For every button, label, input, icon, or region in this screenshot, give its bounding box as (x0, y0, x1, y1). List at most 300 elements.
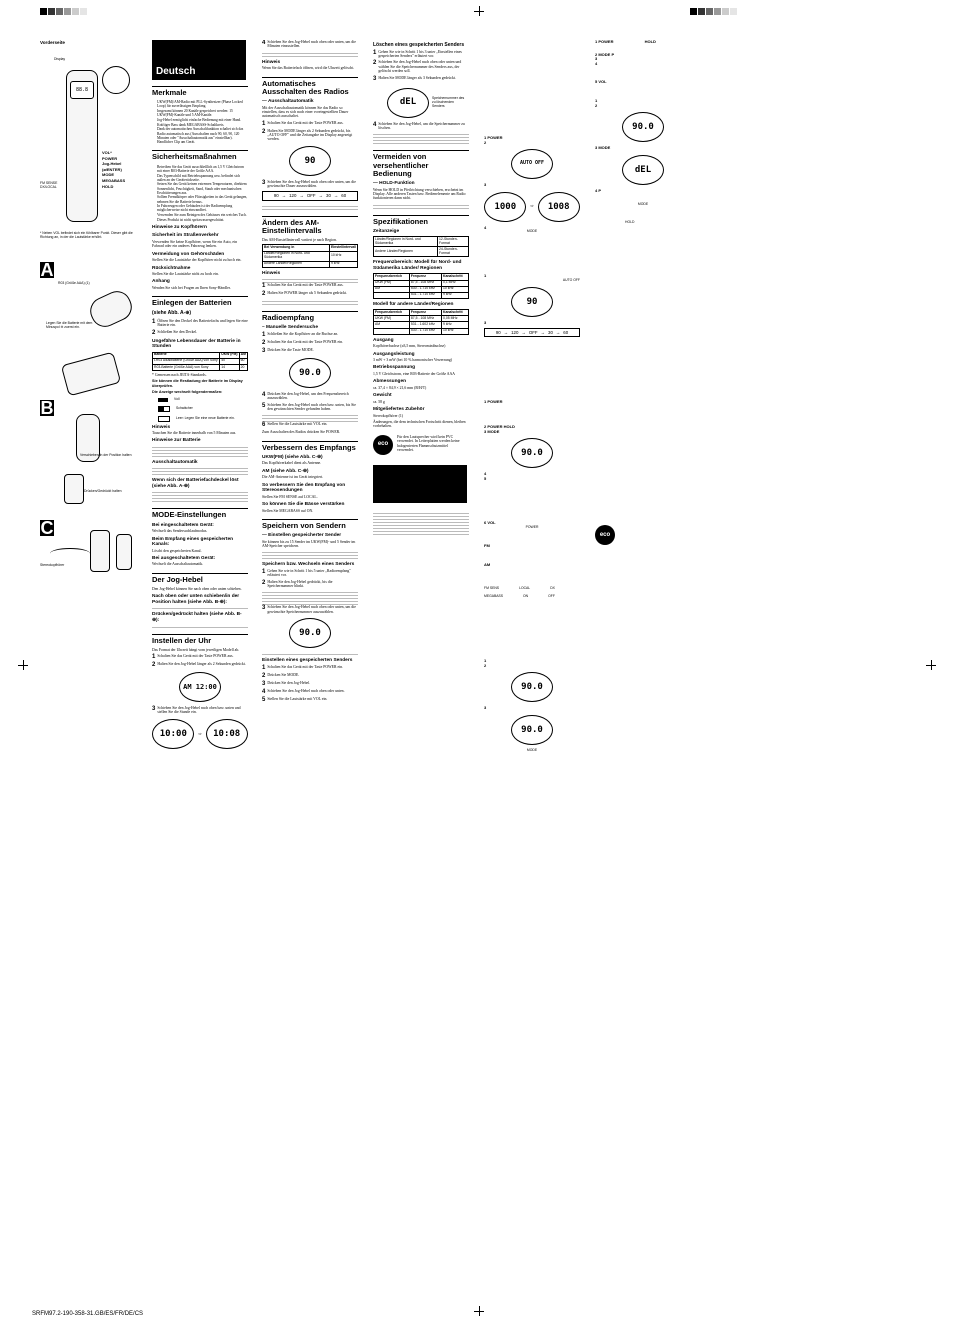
illustration-column (40, 40, 140, 1290)
am-hinweis-heading: Hinweis (262, 270, 281, 276)
step-text: Schieben Sie den Jog-Hebel nach oben oder unten. (267, 688, 345, 693)
dx-word: DX (550, 586, 555, 591)
c6-step-6: 1 (595, 97, 598, 103)
step-text: Gehen Sie wie in Schritt 1 bis 3 unter „Einstellen eines gespeicherten Senders" erläutert vor. (378, 49, 462, 59)
step-text: Schalten Sie das Gerät mit der Taste POWER aus. (267, 283, 344, 288)
p-word: P (611, 51, 615, 57)
table-cell: 530 - 1.710 kHz (409, 328, 441, 334)
headphone-radio-illustration (90, 530, 110, 572)
list-item: • Das Typenschild mit Betriebsspannung usw. befindet sich außen an der Geräterückseite. (157, 174, 248, 182)
step-text: Schieben Sie den Jog-Hebel nach oben bzw. unten und stellen Sie die Stunde ein. (157, 706, 241, 715)
timer-value: 90 (495, 330, 501, 336)
step-text: Drücken Sie die Taste MODE. (267, 347, 314, 352)
table-header: Bei Verwendung in (263, 245, 330, 251)
c6-step-2: 2 MODE P (595, 51, 615, 57)
am-intervall-text: Das AM-Einstellintervall variiert je nach Region. (262, 238, 337, 243)
hold-word: HOLD (644, 40, 656, 44)
gewicht-heading: Gewicht (373, 393, 392, 399)
step-text: Schieben Sie den Jog-Hebel nach oben oder unten, um die gewünschte Speichernummer auszuwählen. (267, 605, 356, 614)
sp-step-3: 3 Schieben Sie den Jog-Hebel nach oben oder unten, um die gewünschte Speichernummer auszuwählen. (262, 605, 358, 614)
step-number: 3 (484, 428, 487, 434)
l-step-3: 3 Halten Sie MODE länger als 3 Sekunden gedrückt. (373, 75, 456, 82)
column-deutsch-1 (152, 40, 248, 1290)
heading-hinweis: Hinweis (152, 424, 171, 430)
lcd-preset-c: 90.0 (511, 715, 553, 745)
mode-1-text: Wechselt das Sendersuchlaufmodus. (152, 529, 208, 534)
heading-spezifikationen: Spezifikationen (373, 215, 469, 226)
table-cell: UKW (FM) (374, 280, 410, 286)
list-item: • Kräftiger Bass dank MEGABASS-Schaltkreis. (157, 123, 248, 127)
crop-mark-left (18, 660, 28, 670)
heading-deckel: Wenn sich der Batteriefachdeckel löst (siehe Abb. A-⊕) (152, 478, 239, 489)
fm-sense-row (484, 587, 580, 591)
battery-level-full (158, 398, 248, 402)
timer-value: 30 (548, 330, 553, 336)
display-label: Display (54, 57, 66, 61)
table-header: UKW (FM) (221, 352, 238, 357)
step-text: Schieben Sie den Jog-Hebel nach oben oder unten, um die Minuten einzustellen. (267, 40, 356, 49)
label-hold: HOLD (102, 183, 114, 189)
frequenz-heading: Frequenzbereich: Modell für Nord- und Südamerika Länder/ Regionen (373, 260, 462, 271)
mode-word: MODE (526, 229, 538, 234)
uhr-step-4: 4 Schieben Sie den Jog-Hebel nach oben oder unten, um die Minuten einzustellen. (262, 40, 358, 49)
uhr-step-1: 1 Schalten Sie das Gerät mit der Taste POWER aus. (152, 654, 234, 661)
step-text: Halten Sie den Jog-Hebel gedrückt, bis die Speichernummer blinkt. (267, 579, 333, 589)
merkmale-list (152, 100, 248, 144)
mode-3-heading: Bei ausgeschaltetem Gerät: (152, 555, 216, 561)
l-step-2: 2 Schieben Sie den Jog-Hebel nach oben oder unten und wählen Sie die Speichernummer des Senders aus, der gelöscht werden soll. (373, 60, 469, 73)
c5-step-9 (484, 430, 580, 435)
table-header: Frequenz (409, 310, 441, 316)
list-item: • Handlicher Clip am Gerät. (157, 140, 248, 144)
table-row (374, 328, 469, 334)
table-row (263, 261, 358, 267)
step-text: Halten Sie MODE länger als 2 Sekunden gedrückt, bis „AUTO OFF" und die Zeitangabe im Display angezeigt werden. (267, 128, 353, 142)
zubehoer-heading: Mitgeliefertes Zubehör (373, 407, 425, 413)
radio-end-text: Zum Ausschalten des Radios drücken Sie POWER. (262, 430, 341, 435)
step-text: Stellen Sie die Lautstärke mit VOL ein. (267, 696, 328, 701)
step-text: Schieben Sie den Jog-Hebel nach oben bzw. unten, bis Sie den gewünschten Sender gefunden haben. (267, 402, 356, 411)
einstellen-heading: Einstellen eines gespeicherten Senders (262, 658, 353, 664)
frequenz2-heading: Modell für andere Länder/Regionen (373, 301, 454, 307)
table-cell: AM (374, 322, 410, 328)
table-cell: 10 kHz (442, 328, 469, 334)
battery-level-label: Schwächer (176, 405, 193, 410)
ausgang-heading: Ausgang (373, 337, 394, 343)
radioempfang-subtitle: – Manuelle Sendersuche (262, 325, 318, 331)
ein-step-5: 5 Stellen Sie die Lautstärke mit VOL ein. (262, 696, 328, 703)
list-item: • Sollten Fremdkörper oder Flüssigkeiten in das Gerät gelangen, nehmen Sie die Batterie heraus. (157, 195, 248, 203)
timer-value: 60 (563, 330, 569, 336)
stereo-heading: So verbessern Sie den Empfang von Stereosendungen (262, 482, 346, 494)
table-cell: 40 (220, 358, 239, 364)
lcd-clock-before: 10:00 (152, 719, 194, 749)
radio-step-1: 1 Schließen Sie die Kopfhörer an die Buchse an. (262, 331, 339, 338)
am-step-1: 1 Schalten Sie das Gerät mit der Taste POWER aus. (262, 283, 344, 290)
figure-c-label: C (40, 518, 54, 538)
local-word: LOCAL (519, 586, 531, 591)
strom-text: 1,5 V Gleichstrom, eine R03-Batterie der Größe AAA (373, 371, 456, 376)
eco-logo-icon: eco (373, 435, 393, 455)
table-cell: 10 kHz (442, 286, 469, 292)
fm-word: FM (484, 542, 490, 548)
headphone-cable-illustration (50, 548, 90, 559)
table-cell: 87,5 - 108 MHz (409, 316, 441, 322)
auto-off-word: AUTO OFF (562, 277, 580, 282)
c5-step-14: 2 (484, 662, 487, 668)
c6-step-9: 4 P (595, 187, 602, 193)
c5-step-10: 4 (484, 471, 487, 477)
uhr-text: Das Format der Uhrzeit hängt vom jeweiligen Modell ab. (152, 647, 240, 652)
list-item: • Jog-Hebel ermöglicht einfache Bedienung mit einer Hand. (157, 118, 248, 122)
mode-word: MODE (598, 145, 611, 151)
mode-word: MODE (487, 428, 500, 434)
step-text: Schalten Sie das Gerät mit der Taste POWER ein. (267, 664, 344, 669)
step-text: Stellen Sie die Lautstärke mit VOL ein. (267, 422, 328, 427)
battery-indicator-sequence (158, 398, 248, 422)
list-item: • Dieses Produkt ist nicht spritzwassergeschützt. (157, 218, 248, 222)
hold-word-c6: HOLD (625, 220, 635, 225)
step-text: Drücken Sie MODE. (267, 672, 300, 677)
step-number: 1 (484, 135, 487, 140)
figure-b-label: B (40, 398, 54, 418)
radio-step-4: 4 Drücken Sie den Jog-Hebel, um den Frequenzbereich auszuwählen. (262, 392, 358, 401)
step-text: Schließen Sie den Deckel. (157, 329, 198, 334)
step-text: Halten Sie MODE länger als 3 Sekunden gedrückt. (378, 75, 456, 80)
batterien-step-2: 2 Schließen Sie den Deckel. (152, 329, 198, 336)
figure-a-battery: R03 (Größe AAA) (1) (58, 281, 90, 285)
table-header: Frequenzbereich (374, 274, 410, 280)
hold-subtitle: — HOLD-Funktion (373, 181, 415, 187)
lcd-clock-after: 10:08 (206, 719, 248, 749)
frequenz-table-other (373, 309, 469, 334)
l-step-1: 1 Gehen Sie wie in Schritt 1 bis 3 unter „Einstellen eines gespeicherten Senders" erläutert vor. (373, 50, 469, 59)
figure-a-label: A (40, 260, 54, 280)
list-item: • Setzen Sie das Gerät keinen extremen Temperaturen, direktem Sonnenlicht, Feuchtigkeit, Sand, Staub oder mechanischen Erschütterungen aus. (157, 182, 248, 194)
timer-value: 30 (326, 193, 331, 199)
list-item: • Dank der automatischen Ausschaltfunktion schaltet sich das Radio automatisch aus (Ausschalten nach 90, 60, 90, 120 Minuten oder "Ausschaltautomatik aus" einstellbar). (157, 127, 248, 139)
radio-step-5: 5 Schieben Sie den Jog-Hebel nach oben bzw. unten, bis Sie den gewünschten Sender gefunden haben. (262, 402, 356, 411)
am-step-2: 2 Halten Sie POWER länger als 5 Sekunden gedrückt. (262, 291, 348, 298)
step-text: Halten Sie den Jog-Hebel länger als 2 Sekunden gedrückt. (157, 662, 246, 667)
table-cell: 24-Stunden-Format (438, 247, 469, 257)
lcd-auto-off: AUTO OFF (511, 149, 553, 179)
c5-step-5: 1 (484, 273, 487, 279)
step-text: Schieben Sie den Jog-Hebel nach oben oder unten, um die gewünschte Dauer auszuwählen. (267, 179, 356, 189)
mode-1-heading: Bei eingeschaltetem Gerät: (152, 522, 214, 528)
megabass-word: MEGABASS (484, 594, 504, 598)
ein-step-2: 2 Drücken Sie MODE. (262, 672, 300, 679)
heading-sicherheit: Sicherheitsmaßnahmen (152, 150, 248, 161)
heading-hinweise-batterien: Hinweise zur Batterie (152, 438, 201, 444)
table-cell: R03-Batterie (Größe AAA) von Sony (153, 364, 220, 370)
table-cell: 531 - 1.602 kHz (409, 322, 441, 328)
eco-section (373, 435, 469, 455)
mode-2-text: Löscht den gespeicherten Kanal. (152, 548, 202, 553)
lcd-auto-off-90-b: 90 (511, 287, 553, 317)
column-deutsch-3 (373, 40, 469, 1290)
language-title-block (373, 465, 467, 503)
batterien-subtitle: (siehe Abb. A-⊕) (152, 309, 192, 316)
lcd-delete: dEL (387, 88, 429, 118)
table-header: Frequenz (409, 274, 441, 280)
frequenz-table-americas (373, 273, 469, 298)
table-header: Kanalschritt (442, 310, 469, 316)
crop-mark-top (474, 6, 484, 16)
hold-word: HOLD (503, 424, 515, 430)
step-text: Schalten Sie das Gerät mit der Taste POWER ein. (267, 339, 344, 344)
table-cell: LR03 Alkalibatterie (Größe AAA) von Sony (153, 358, 220, 364)
heading-kopfhoerer: Hinweise zu Kopfhörern (152, 224, 207, 230)
c5-step-2: 2 (484, 139, 487, 145)
battery-indicator-heading: Die Anzeige wechselt folgendermaßen: (152, 390, 223, 395)
sicherheit-list (152, 165, 248, 222)
fm-sense-word: FM SENS (484, 586, 500, 591)
text-gehoer: Stellen Sie die Lautstärke der Kopfhörer nicht zu hoch ein. (152, 258, 242, 263)
abmessungen-text: ca. 37,4 × 84,9 × 21,6 mm (B/H/T) (373, 385, 427, 390)
speichern-text: Sie können bis zu 15 Sender im UKW(FM)- und 5 Sender im AM-Speicher speichern. (262, 539, 356, 549)
figure-b-hold-text: Verschieben/In der Position halten (80, 453, 132, 457)
table-cell: 9 kHz (329, 261, 357, 267)
c5-step-15: 3 (484, 705, 487, 711)
c5-step-13: 1 (484, 657, 487, 663)
figure-b-press-text: Drücken/Gedrückt halten (84, 489, 122, 493)
c5-step-3: 3 (484, 182, 487, 188)
auto-step-1: 1 Schalten Sie das Gerät mit der Taste POWER aus. (262, 120, 344, 127)
battery-level-half (158, 406, 248, 412)
table-cell (374, 328, 410, 334)
speichern-1-heading: Speichern bzw. Wechseln eines Senders (262, 562, 355, 568)
table-header: Batterie (153, 352, 220, 358)
table-cell: 0,05 MHz (442, 316, 469, 322)
battery-level-label: Voll (174, 396, 180, 401)
fm-sense-label: FM SENSE DX/LOCAL (40, 181, 58, 189)
step-text: Schalten Sie das Gerät mit der Taste POWER aus. (157, 654, 234, 659)
eco-logo-icon-2: eco (595, 525, 615, 545)
auto-off-text: Mit der Ausschaltautomatik können Sie das Radio so einstellen, dass es sich nach einer voreingestellten Dauer automatisch ausschaltet. (262, 105, 349, 119)
battery-note: * Gemessen nach JEITA-Standards. (152, 373, 207, 378)
c5-step-6: 3 (484, 319, 487, 325)
step-text: Schieben Sie den Jog-Hebel, um die Speichernummer zu löschen. (378, 121, 465, 130)
auto-step-2: 2 Halten Sie MODE länger als 2 Sekunden gedrückt, bis „AUTO OFF" und die Zeitangabe im Display angezeigt werden. (262, 129, 358, 142)
jog-press-illustration (64, 474, 84, 504)
heading-anhang: Anhang (152, 279, 170, 285)
battery-life-table (152, 352, 248, 371)
table-cell: 531 - 1.710 kHz (409, 292, 441, 298)
battery-half-icon (158, 406, 170, 412)
document-code: SRFM97.2-190-358-31.GB/ES/FR/DE/CS (32, 1311, 144, 1318)
step-text: Schieben Sie den Jog-Hebel nach oben oder unten und wählen Sie die Speichernummer des Senders aus, der gelöscht werden soll. (378, 60, 462, 74)
table-cell: UKW (FM) (374, 316, 410, 322)
front-label: Vorderseite (40, 40, 65, 45)
figure-c-headphones: Stereokopfhörer (40, 563, 65, 567)
lcd-clock-a: 1000 (484, 192, 526, 222)
hold-text: Wenn Sie HOLD in Pfeilrichtung verschieben, erscheint im Display. Alle anderen Tasten bzw. Bedienelemente am Radio funktionieren dann nicht. (373, 187, 466, 201)
leistung-heading: Ausgangsleistung (373, 351, 415, 357)
mode-word-c6: MODE (637, 202, 649, 207)
figure-a-insert-note: Legen Sie die Batterie mit dem Minuspol ⊖ zuerst ein. (46, 321, 93, 329)
heading-radioempfang: Radioempfang (262, 311, 358, 322)
p-word: P (598, 187, 602, 193)
am-word: AM (484, 561, 491, 567)
loeschen-heading: Löschen eines gespeicherten Senders (373, 42, 465, 48)
heading-batterien (152, 296, 248, 316)
registration-strip-right (690, 8, 738, 15)
table-row (374, 292, 469, 298)
gewicht-text: ca. 58 g (373, 399, 385, 404)
label-mode: MODE (102, 172, 114, 178)
lcd-preset-b: 90.0 (511, 672, 553, 702)
table-header: AM (240, 352, 246, 357)
text-anhang: Wenden Sie sich bei Fragen an Ihren Sony-Händler. (152, 285, 231, 290)
am-intervall-table (262, 244, 358, 267)
table-cell: 10 kHz (329, 251, 357, 261)
radio-step-3: 3 Drücken Sie die Taste MODE. (262, 347, 314, 354)
step-text: Drücken Sie den Jog-Hebel, um den Frequenzbereich auszuwählen. (267, 391, 349, 401)
mode-2-heading: Beim Empfang eines gespeicherten Kanals: (152, 536, 234, 548)
label-vol: VOL* (102, 150, 112, 155)
step-number: 2 (484, 424, 487, 430)
am-antenne-text: Die AM-Antenne ist im Gerät integriert. (262, 475, 324, 480)
jog-text: Den Jog-Hebel können Sie nach oben oder unten schieben. (152, 587, 242, 592)
uhr-step-3: 3 Schieben Sie den Jog-Hebel nach oben bzw. unten und stellen Sie die Stunde ein. (152, 706, 248, 715)
ein-step-1: 1 Schalten Sie das Gerät mit der Taste POWER ein. (262, 664, 344, 671)
radio-step-2: 2 Schalten Sie das Gerät mit der Taste POWER ein. (262, 339, 344, 346)
table-cell: 87,5 - 108 MHz (409, 280, 441, 286)
heading-strasse: Sicherheit im Straßenverkehr (152, 233, 219, 239)
table-header: Frequenzbereich (374, 310, 410, 316)
mode-word: MODE (598, 51, 611, 57)
zeitanzeige-heading: Zeitanzeige (373, 228, 400, 234)
step-text: Gehen Sie wie in Schritt 1 bis 5 unter „Radioempfang" erläutert vor. (267, 568, 351, 578)
table-cell: Andere Länder/Regionen (263, 261, 330, 267)
battery-cover-illustration (61, 352, 121, 397)
heading-am-intervall: Ändern des AM-Einstellintervalls (262, 216, 358, 236)
auto-off-timer-sequence-2: 90 → 120 → OFF → 30 → 60 (484, 328, 580, 337)
eco-text: Für den Lautsprecher wird kein PVC verwendet. In Leiterplatten werden keine halogenierten Flammschutzmittel verwendet. (397, 434, 460, 452)
vol-word: VOL (487, 520, 496, 526)
table-cell: Länder/Regionen in Nord- und Südamerika (374, 237, 438, 247)
c6-step-5: 5 VOL (595, 79, 607, 85)
uhr-step-2: 2 Halten Sie den Jog-Hebel länger als 2 Sekunden gedrückt. (152, 662, 246, 669)
list-item: • Insgesamt können 20 Kanäle gespeichert werden: 15 UKW(FM)-Kanäle und 5 AM-Kanäle. (157, 109, 248, 117)
lcd-fm-b: 90.0 (511, 438, 553, 468)
stereo-text: Stellen Sie FM SENSE auf LOCAL. (262, 494, 318, 499)
timer-value: 120 (289, 193, 297, 199)
c6-step-7: 2 (595, 102, 598, 108)
heading-ruecksicht: Rücksichtnahme (152, 265, 191, 271)
bass-heading: So können Sie die Bässe verstärken (262, 502, 345, 508)
lcd-preset-p1: 90.0 (289, 618, 331, 648)
sp-step-2: 2 Halten Sie den Jog-Hebel gedrückt, bis die Speichernummer blinkt. (262, 580, 358, 589)
heading-ausschaltautomatik-note: Ausschaltautomatik (152, 459, 198, 465)
c6-step-3: 3 (595, 56, 598, 62)
power-word: POWER (598, 40, 614, 44)
heading-speichern: Speichern von Sendern (262, 519, 358, 530)
timer-value: OFF (306, 193, 316, 199)
table-cell: 12-Stunden-Format (438, 237, 469, 247)
battery-empty-icon (158, 416, 170, 422)
column-deutsch-2 (262, 40, 358, 1290)
step-text: Schalten Sie das Gerät mit der Taste POWER aus. (267, 120, 344, 125)
lcd-delete-label: Speichernummer des zu löschenden Senders (432, 95, 465, 108)
step-number: 6 (484, 520, 487, 526)
heading-empfang: Verbessern des Empfangs (262, 441, 358, 452)
table-cell: Andere Länder/Regionen (374, 247, 438, 257)
step-number: 1 (484, 399, 487, 405)
lcd-auto-off-90: 90 (289, 146, 331, 176)
timer-value: 90 (273, 193, 279, 199)
timer-value: 60 (341, 193, 347, 199)
table-cell: 9 kHz (442, 292, 469, 298)
table-cell: 0,1 MHz (442, 280, 469, 286)
list-item: • In Fahrzeugen oder Gebäuden ist der Radioempfang möglicherweise nicht einwandfrei. (157, 204, 248, 212)
heading-hold: Vermeiden von versehentlicher Bedienung (373, 150, 469, 178)
table-cell: 9 kHz (442, 322, 469, 328)
crop-mark-bottom (474, 1306, 484, 1316)
ausgang-text: Kopfhörerbuchse (ø3,5 mm, Stereominibuchse) (373, 344, 446, 349)
arrow-right-icon: ⇨ (198, 730, 202, 736)
heading-lebensdauer: Ungefähre Lebensdauer der Batterie in Stunden (152, 338, 241, 350)
list-item: • UKW(FM)/AM-Radio mit PLL-Synthesizer (Phase Locked Loop) für zuverlässigen Empfang. (157, 100, 248, 108)
battery-full-icon (158, 398, 168, 402)
zubehoer-text: Stereokopfhörer (1) (373, 413, 404, 418)
person-head-illustration (102, 66, 130, 94)
step-text: Drücken Sie den Jog-Hebel. (267, 680, 311, 685)
table-row (153, 364, 248, 370)
mode-3-text: Wechselt die Ausschaltautomatik. (152, 562, 204, 567)
device-lcd: 88.8 (70, 81, 94, 99)
c6-step-4: 4 (595, 60, 598, 66)
on-word: ON (523, 594, 529, 598)
ein-step-4: 4 Schieben Sie den Jog-Hebel nach oben oder unten. (262, 688, 345, 695)
batterien-title: Einlegen der Batterien (152, 298, 232, 308)
table-cell (374, 292, 410, 298)
ukw-heading: UKW(FM) (siehe Abb. C-⊕) (262, 454, 323, 460)
table-cell: Länder/Regionen in Nord- und Südamerika (263, 251, 330, 261)
leistung-text: 3 mW + 3 mW (bei 10 % harmonischer Verzerrung) (373, 358, 453, 363)
power-word-b: POWER (525, 525, 539, 529)
speichern-subtitle: — Einstellen gespeicherter Sender (262, 533, 342, 539)
heading-merkmale: Merkmale (152, 86, 248, 97)
list-item: • Verwenden Sie zum Reinigen des Gehäuses ein weiches Tuch. (157, 213, 248, 217)
lcd-c6-a: 90.0 (622, 112, 664, 142)
off-word: OFF (548, 594, 555, 598)
strom-heading: Betriebsspannung (373, 365, 416, 371)
crop-mark-right (926, 660, 936, 670)
language-title: Deutsch (152, 40, 246, 80)
lcd-delete-group (373, 84, 469, 122)
uhr-hinweis-text: Wenn Sie das Batteriefach öffnen, wird die Uhrzeit gelöscht. (262, 66, 355, 71)
registration-strip-left (40, 8, 88, 15)
heading-mode: MODE-Einstellungen (152, 508, 248, 519)
am-antenna-illustration (116, 534, 132, 570)
heading-jog: Der Jog-Hebel (152, 573, 248, 584)
table-header: Kanalschritt (442, 274, 469, 280)
l-step-4: 4 Schieben Sie den Jog-Hebel, um die Speichernummer zu löschen. (373, 122, 469, 131)
auto-off-timer-sequence: 90 → 120 → OFF → 30 → 60 (262, 191, 358, 200)
sp-step-1: 1 Gehen Sie wie in Schritt 1 bis 5 unter „Radioempfang" erläutert vor. (262, 569, 358, 578)
table-row (374, 247, 469, 257)
battery-level-empty (158, 416, 248, 422)
vol-note: * Neben VOL befindet sich ein fühlbarer Punkt. Dieser gibt die Richtung an, in der die Lautstärke erhöht. (40, 231, 133, 239)
am-antenne-heading: AM (siehe Abb. C-⊕) (262, 468, 309, 474)
step-text: Öffnen Sie den Deckel des Batteriefachs und legen Sie eine Batterie ein. (157, 319, 248, 328)
table-row (263, 251, 358, 261)
bass-text: Stellen Sie MEGABASS auf ON. (262, 508, 314, 513)
device-control-labels (102, 150, 140, 189)
aenderungen-text: Änderungen, die dem technischen Fortschritt dienen, bleiben vorbehalten. (373, 419, 466, 429)
